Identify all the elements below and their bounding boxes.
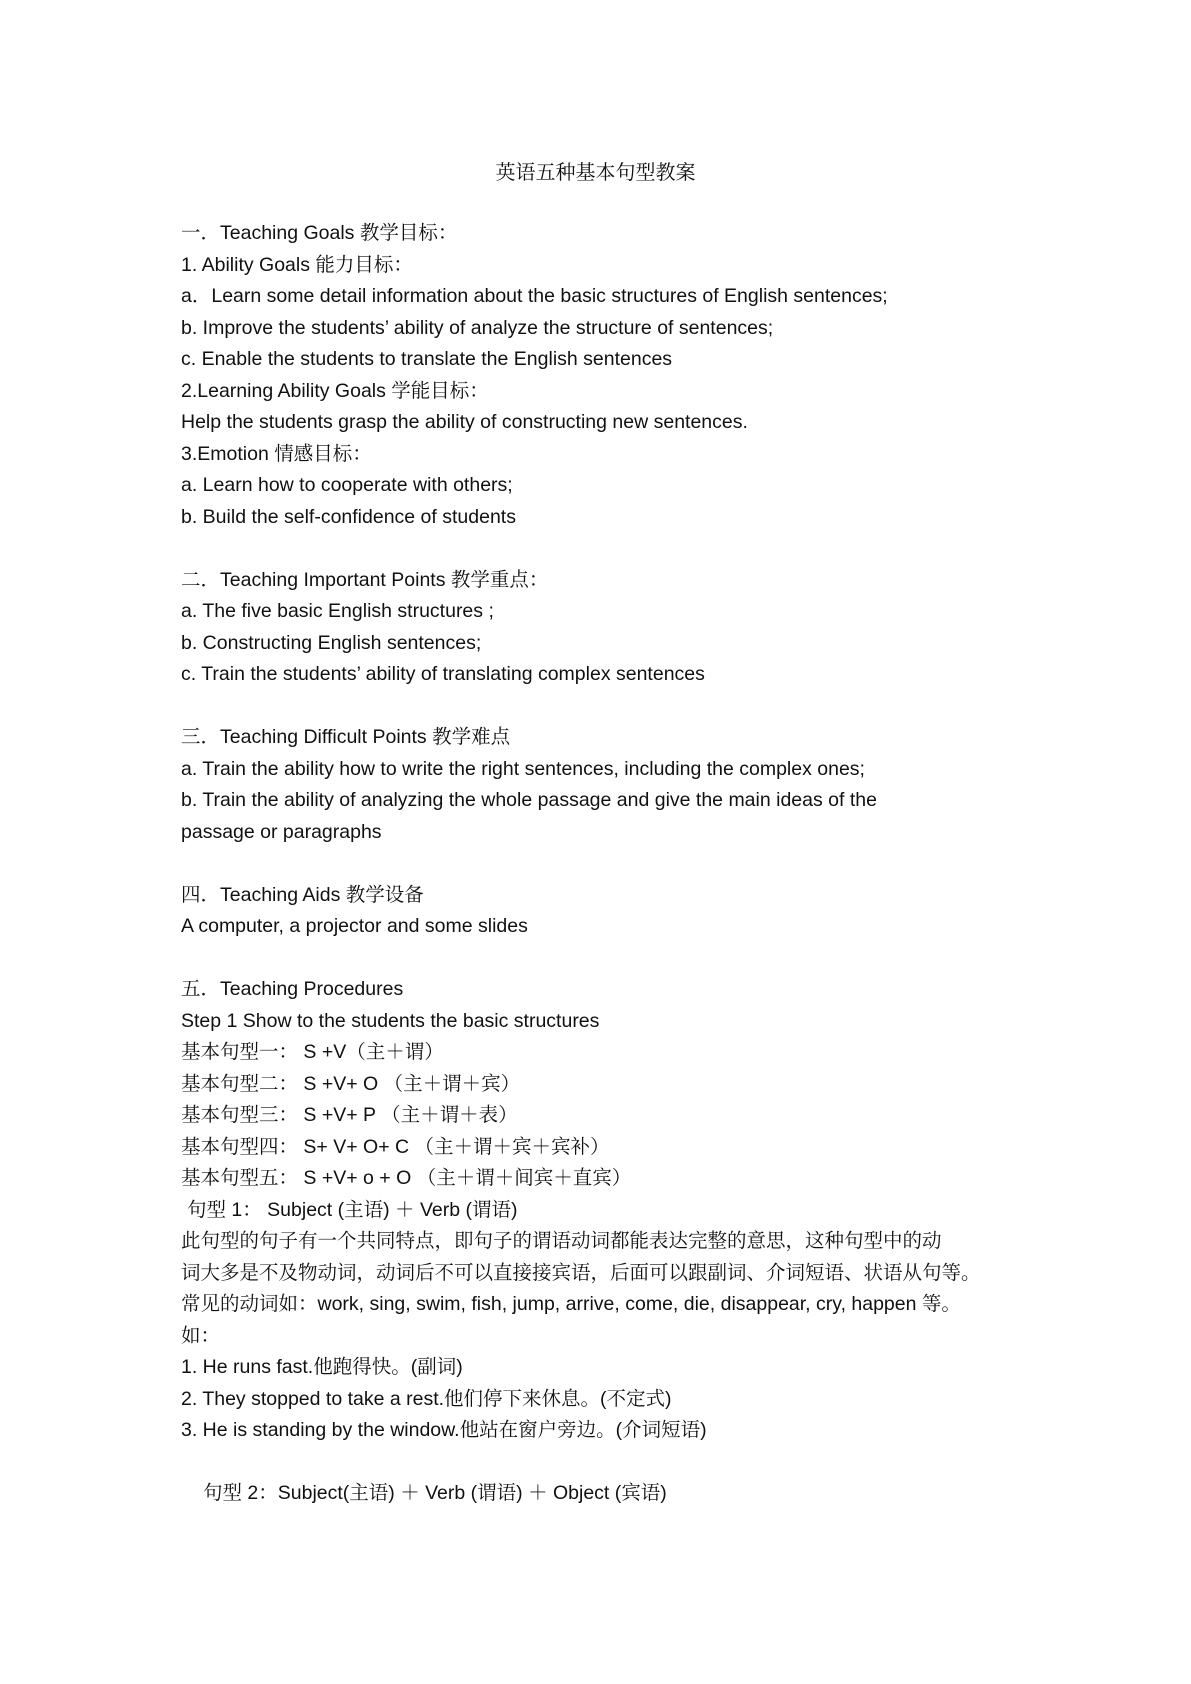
emotion-item: b. Build the self-confidence of students (181, 505, 516, 528)
ability-item: c. Enable the students to translate the English sentences (181, 348, 673, 370)
spacer (181, 943, 1061, 975)
basic-pattern: 基本句型二： S +V+ O （主＋谓＋宾） (181, 1072, 521, 1095)
document-body (181, 218, 1061, 1510)
example-sentence: 2. They stopped to take a rest.他们停下来休息。(不定式) (181, 1387, 672, 1410)
difficult-item: a. Train the ability how to write the right sentences, including the complex ones; (181, 757, 865, 780)
spacer (181, 691, 1061, 723)
section-heading-important: 二．Teaching Important Points 教学重点： (181, 568, 549, 591)
pattern-1-description: 常见的动词如：work, sing, swim, fish, jump, arrive, come, die, disappear, cry, happen 等。 (181, 1293, 961, 1315)
learning-goals-text: Help the students grasp the ability of constructing new sentences. (181, 411, 748, 433)
section-heading-procedures: 五．Teaching Procedures (181, 978, 404, 1000)
example-sentence: 1. He runs fast.他跑得快。(副词) (181, 1356, 463, 1378)
pattern-1-heading: 句型 1： Subject (主语) ＋ Verb (谓语) (187, 1198, 518, 1221)
important-item: b. Constructing English sentences; (181, 631, 482, 654)
spacer (181, 533, 1061, 565)
spacer (181, 848, 1061, 880)
basic-pattern: 基本句型五： S +V+ o + O （主＋谓＋间宾＋直宾） (181, 1167, 632, 1189)
subheading-learning-goals: 2.Learning Ability Goals 学能目标： (181, 379, 489, 402)
important-item: a. The five basic English structures ; (181, 600, 494, 622)
example-sentence: 3. He is standing by the window.他站在窗户旁边。(介词短语) (181, 1419, 707, 1441)
aids-text: A computer, a projector and some slides (181, 915, 528, 937)
difficult-item-continued: passage or paragraphs (181, 820, 382, 843)
section-heading-difficult: 三．Teaching Difficult Points 教学难点 (181, 726, 511, 748)
pattern-1-description: 此句型的句子有一个共同特点，即句子的谓语动词都能表达完整的意思，这种句型中的动 (181, 1230, 942, 1252)
basic-pattern: 基本句型三： S +V+ P （主＋谓＋表） (181, 1104, 518, 1126)
important-item: c. Train the students’ ability of translating complex sentences (181, 663, 705, 685)
pattern-1-description: 词大多是不及物动词，动词后不可以直接接宾语，后面可以跟副词、介词短语、状语从句等。 (181, 1261, 981, 1284)
basic-pattern: 基本句型一： S +V（主＋谓） (181, 1041, 444, 1063)
pattern-2-heading: 句型 2：Subject(主语) ＋ Verb (谓语) ＋ Object (宾语) (203, 1482, 667, 1504)
pattern-1-description: 如： (181, 1324, 221, 1347)
subheading-emotion-goals: 3.Emotion 情感目标： (181, 442, 372, 465)
section-heading-goals: 一．Teaching Goals 教学目标： (181, 222, 458, 244)
difficult-item: b. Train the ability of analyzing the whole passage and give the main ideas of the (181, 789, 877, 811)
document-title: 英语五种基本句型教案 (495, 160, 696, 184)
ability-item: a．Learn some detail information about the basic structures of English sentences; (181, 285, 888, 307)
emotion-item: a. Learn how to cooperate with others; (181, 474, 513, 496)
ability-item: b. Improve the students’ ability of analyze the structure of sentences; (181, 316, 774, 339)
subheading-ability-goals: 1. Ability Goals 能力目标： (181, 253, 413, 276)
step-1-text: Step 1 Show to the students the basic structures (181, 1009, 600, 1032)
basic-pattern: 基本句型四： S+ V+ O+ C （主＋谓＋宾＋宾补） (181, 1135, 610, 1158)
section-heading-aids: 四．Teaching Aids 教学设备 (181, 883, 424, 906)
spacer (181, 1447, 1061, 1479)
